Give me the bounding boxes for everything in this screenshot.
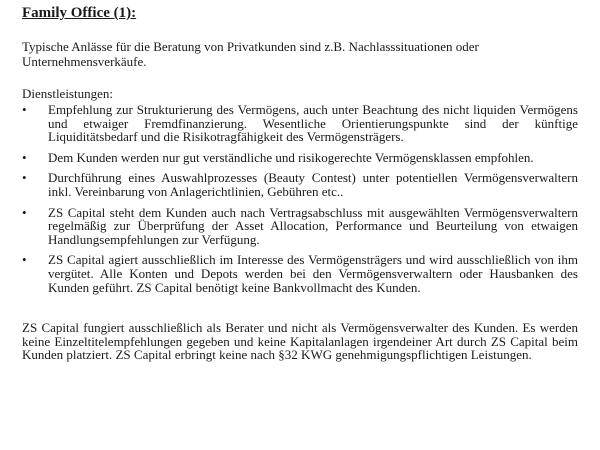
bullet-icon: • [22, 149, 27, 165]
bullet-icon: • [22, 102, 27, 117]
service-item-text: ZS Capital steht dem Kunden auch nach Vertragsabschluss mit ausgewählten Vermögensverwaltern regelmäßig zur Überprüfung der Asset Allocation, Performance und Beurteilung von etwaigen Handlungsempfehlungen zur Verfügung. [48, 204, 578, 247]
intro-paragraph: Typische Anlässe für die Beratung von Privatkunden sind z.B. Nachlasssituationen oder Unternehmensverkäufe. [22, 39, 479, 69]
bullet-icon: • [22, 204, 27, 220]
services-list [22, 103, 578, 294]
service-item [22, 151, 578, 165]
services-heading: Dienstleistungen: [22, 86, 113, 101]
service-item [22, 103, 578, 144]
service-item [22, 206, 578, 247]
page-title: Family Office (1): [22, 5, 137, 21]
closing-paragraph: ZS Capital fungiert ausschließlich als Berater und nicht als Vermögensverwalter des Kunden. Es werden keine Einzeltitelempfehlungen gegeben und keine Kapitalanlagen irgendeiner Art durch ZS Capital beim Kunden platziert. ZS Capital erbringt keine nach §32 KWG genehmigungspflichtigen Leistungen. [22, 320, 578, 363]
service-item [22, 253, 578, 294]
bullet-icon: • [22, 170, 27, 186]
service-item-text: Empfehlung zur Strukturierung des Vermögens, auch unter Beachtung des nicht liquiden Vermögens und etwaiger Fremdfinanzierung. Wesentliche Orientierungspunkte sind der künftige Liquiditätsbedarf und die Risikotragfähigkeit des Vermögensträgers. [48, 102, 578, 145]
service-item-text: ZS Capital agiert ausschließlich im Interesse des Vermögensträgers und wird ausschließlich von ihm vergütet. Alle Konten und Depots werden bei den Vermögensverwaltern oder Hausbanken des Kunden geführt. ZS Capital benötigt keine Bankvollmacht des Kunden. [48, 252, 578, 295]
bullet-icon: • [22, 252, 27, 268]
service-item [22, 171, 578, 198]
service-item-text: Durchführung eines Auswahlprozesses (Beauty Contest) unter potentiellen Vermögensverwaltern inkl. Vereinbarung von Anlagerichtlinien, Gebühren etc.. [48, 170, 578, 199]
document-page [22, 4, 578, 362]
service-item-text: Dem Kunden werden nur gut verständliche und risikogerechte Vermögensklassen empfohlen. [48, 149, 534, 165]
